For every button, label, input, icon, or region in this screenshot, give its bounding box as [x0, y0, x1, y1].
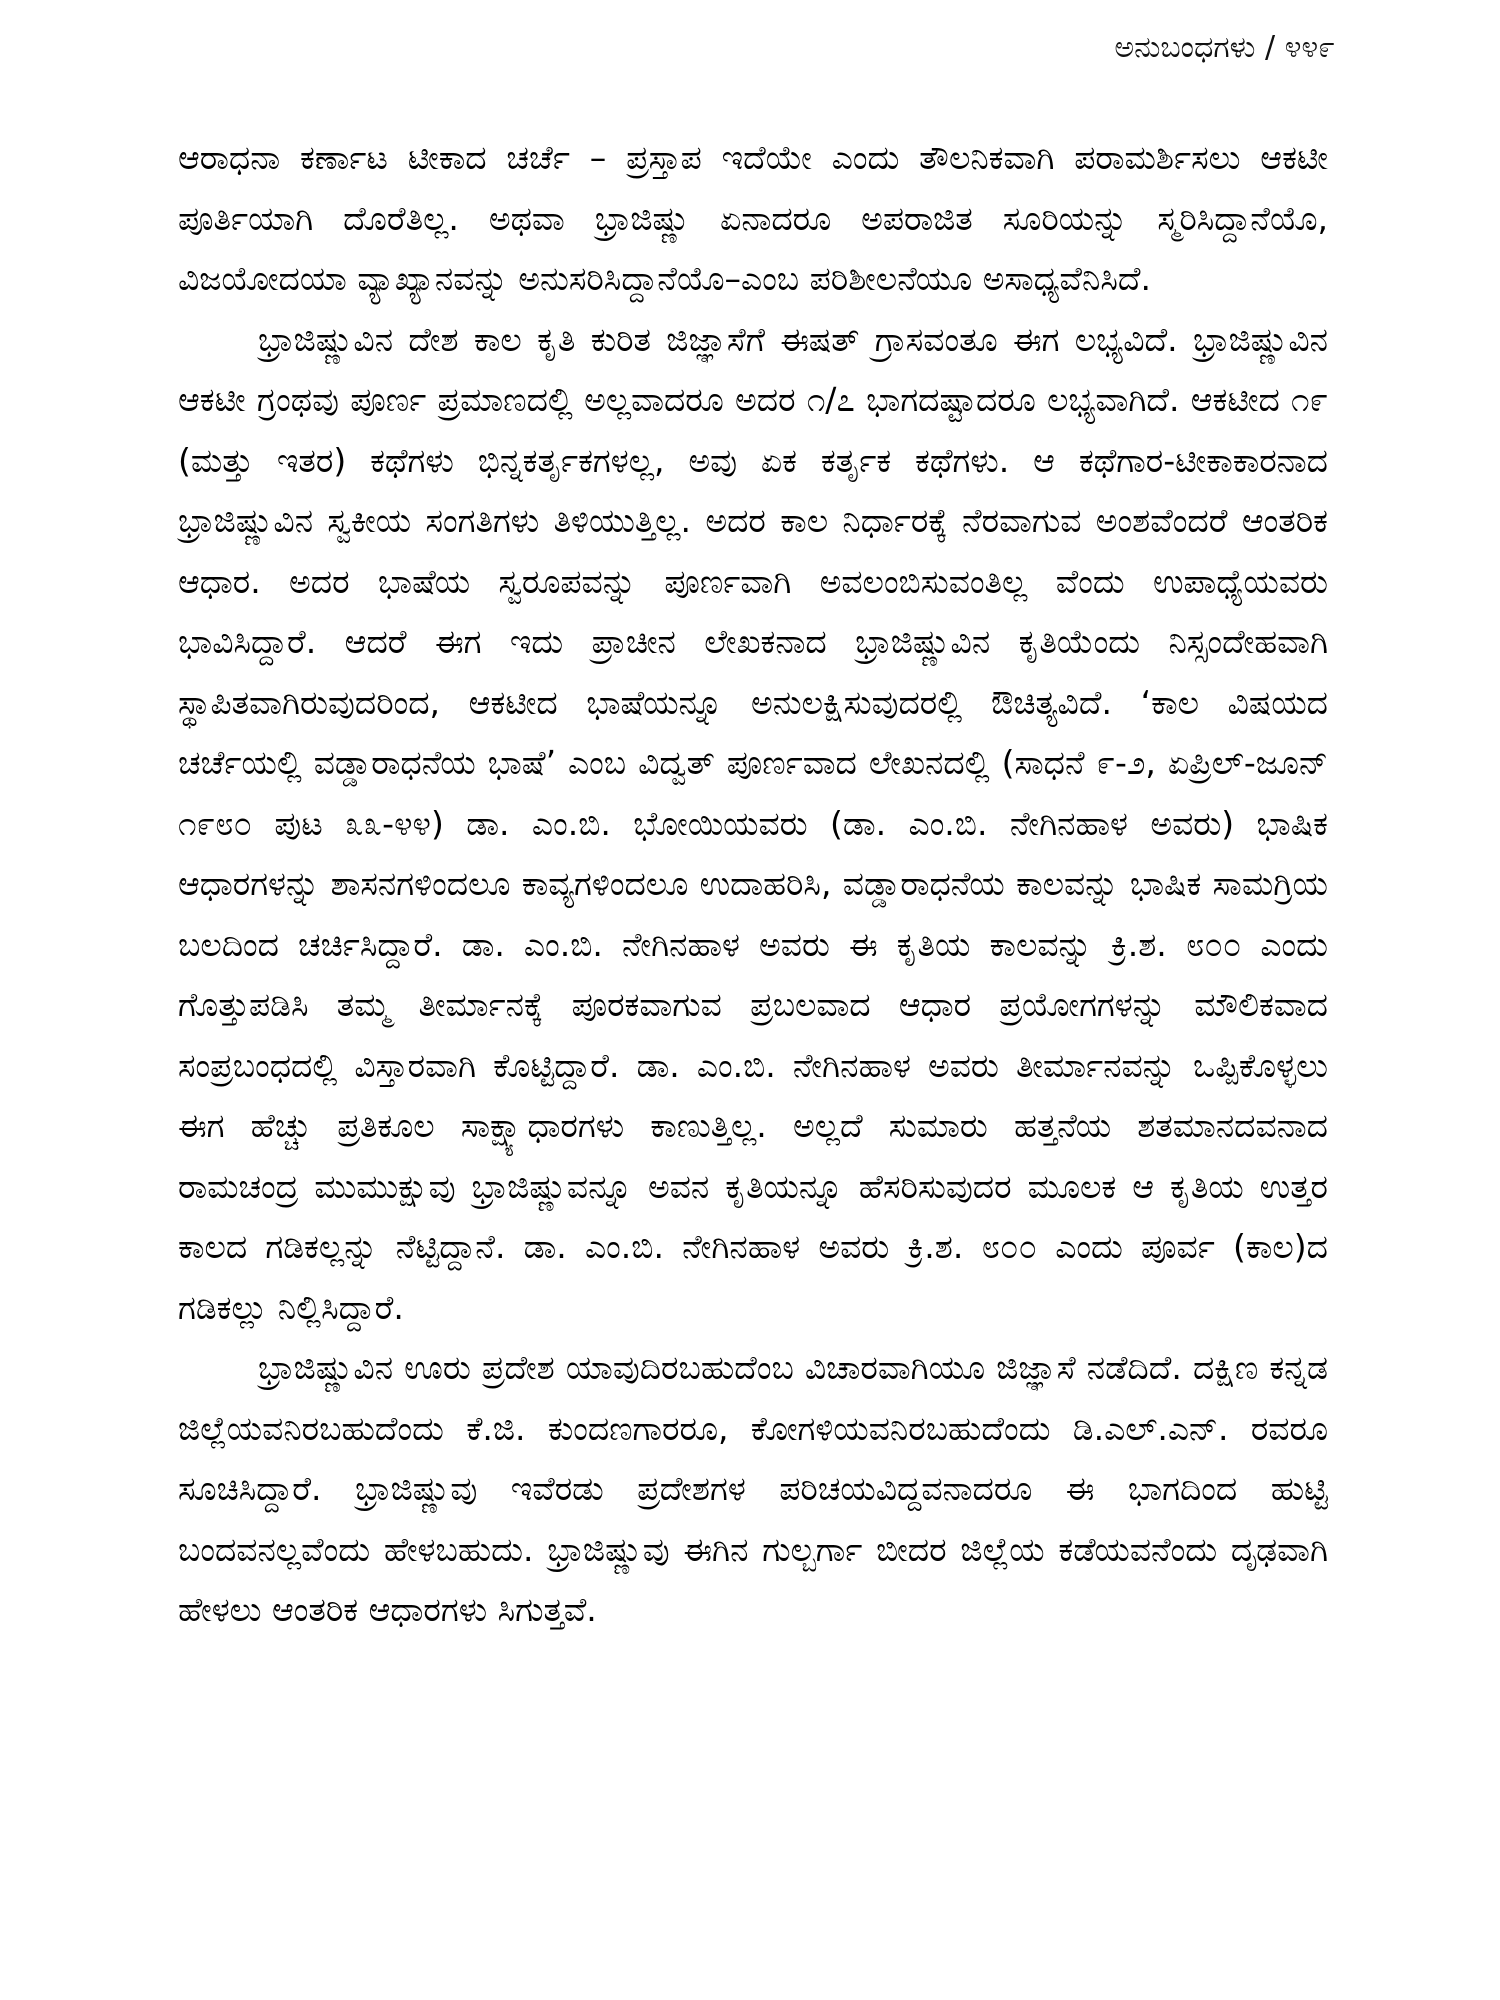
- paragraph-2: ಭ್ರಾಜಿಷ್ಣುವಿನ ದೇಶ ಕಾಲ ಕೃತಿ ಕುರಿತ ಜಿಜ್ಞಾಸೆಗೆ ಈಷತ್ ಗ್ರಾಸವಂತೂ ಈಗ ಲಭ್ಯವಿದೆ. ಭ್ರಾಜಿಷ್ಣುವಿನ ಆಕಟೀ ಗ್ರಂಥವು ಪೂರ್ಣ ಪ್ರಮಾಣದಲ್ಲಿ ಅಲ್ಲವಾದರೂ ಅದರ ೧/೭ ಭಾಗದಷ್ಟಾದರೂ ಲಭ್ಯವಾಗಿದೆ. ಆಕಟೀದ ೧೯ (ಮತ್ತು ಇತರ) ಕಥೆಗಳು ಭಿನ್ನಕರ್ತೃಕಗಳಲ್ಲ, ಅವು ಏಕ ಕರ್ತೃಕ ಕಥೆಗಳು. ಆ ಕಥೆಗಾರ-ಟೀಕಾಕಾರನಾದ ಭ್ರಾಜಿಷ್ಣುವಿನ ಸ್ವಕೀಯ ಸಂಗತಿಗಳು ತಿಳಿಯುತ್ತಿಲ್ಲ. ಅದರ ಕಾಲ ನಿರ್ಧಾರಕ್ಕೆ ನೆರವಾಗುವ ಅಂಶವೆಂದರೆ ಆಂತರಿಕ ಆಧಾರ. ಅದರ ಭಾಷೆಯ ಸ್ವರೂಪವನ್ನು ಪೂರ್ಣವಾಗಿ ಅವಲಂಬಿಸುವಂತಿಲ್ಲ ವೆಂದು ಉಪಾಧ್ಯೆಯವರು ಭಾವಿಸಿದ್ದಾರೆ. ಆದರೆ ಈಗ ಇದು ಪ್ರಾಚೀನ ಲೇಖಕನಾದ ಭ್ರಾಜಿಷ್ಣುವಿನ ಕೃತಿಯೆಂದು ನಿಸ್ಸಂದೇಹವಾಗಿ ಸ್ಥಾಪಿತವಾಗಿರುವುದರಿಂದ, ಆಕಟೀದ ಭಾಷೆಯನ್ನೂ ಅನುಲಕ್ಷಿಸುವುದರಲ್ಲಿ ಔಚಿತ್ಯವಿದೆ. ‘ಕಾಲ ವಿಷಯದ ಚರ್ಚೆಯಲ್ಲಿ ವಡ್ಡಾರಾಧನೆಯ ಭಾಷೆ’ ಎಂಬ ವಿದ್ವತ್ ಪೂರ್ಣವಾದ ಲೇಖನದಲ್ಲಿ (ಸಾಧನೆ ೯-೨, ಏಪ್ರಿಲ್-ಜೂನ್ ೧೯೮೦ ಪುಟ ೩೩-೪೪) ಡಾ. ಎಂ.ಬಿ. ಭೋಯಿಯವರು (ಡಾ. ಎಂ.ಬಿ. ನೇಗಿನಹಾಳ ಅವರು) ಭಾಷಿಕ ಆಧಾರಗಳನ್ನು ಶಾಸನಗಳಿಂದಲೂ ಕಾವ್ಯಗಳಿಂದಲೂ ಉದಾಹರಿಸಿ, ವಡ್ಡಾರಾಧನೆಯ ಕಾಲವನ್ನು ಭಾಷಿಕ ಸಾಮಗ್ರಿಯ ಬಲದಿಂದ ಚರ್ಚಿಸಿದ್ದಾರೆ. ಡಾ. ಎಂ.ಬಿ. ನೇಗಿನಹಾಳ ಅವರು ಈ ಕೃತಿಯ ಕಾಲವನ್ನು ಕ್ರಿ.ಶ. ೮೦೦ ಎಂದು ಗೊತ್ತುಪಡಿಸಿ ತಮ್ಮ ತೀರ್ಮಾನಕ್ಕೆ ಪೂರಕವಾಗುವ ಪ್ರಬಲವಾದ ಆಧಾರ ಪ್ರಯೋಗಗಳನ್ನು ಮೌಲಿಕವಾದ ಸಂಪ್ರಬಂಧದಲ್ಲಿ ವಿಸ್ತಾರವಾಗಿ ಕೊಟ್ಟಿದ್ದಾರೆ. ಡಾ. ಎಂ.ಬಿ. ನೇಗಿನಹಾಳ ಅವರು ತೀರ್ಮಾನವನ್ನು ಒಪ್ಪಿಕೊಳ್ಳಲು ಈಗ ಹೆಚ್ಚು ಪ್ರತಿಕೂಲ ಸಾಕ್ಷ್ಯಾಧಾರಗಳು ಕಾಣುತ್ತಿಲ್ಲ. ಅಲ್ಲದೆ ಸುಮಾರು ಹತ್ತನೆಯ ಶತಮಾನದವನಾದ ರಾಮಚಂದ್ರ ಮುಮುಕ್ಷುವು ಭ್ರಾಜಿಷ್ಣುವನ್ನೂ ಅವನ ಕೃತಿಯನ್ನೂ ಹೆಸರಿಸುವುದರ ಮೂಲಕ ಆ ಕೃತಿಯ ಉತ್ತರ ಕಾಲದ ಗಡಿಕಲ್ಲನ್ನು ನೆಟ್ಟಿದ್ದಾನೆ. ಡಾ. ಎಂ.ಬಿ. ನೇಗಿನಹಾಳ ಅವರು ಕ್ರಿ.ಶ. ೮೦೦ ಎಂದು ಪೂರ್ವ (ಕಾಲ)ದ ಗಡಿಕಲ್ಲು ನಿಲ್ಲಿಸಿದ್ದಾರೆ.: [178, 319, 1328, 1327]
- paragraph-1: ಆರಾಧನಾ ಕರ್ಣಾಟ ಟೀಕಾದ ಚರ್ಚೆ – ಪ್ರಸ್ತಾಪ ಇದೆಯೇ ಎಂದು ತೌಲನಿಕವಾಗಿ ಪರಾಮರ್ಶಿಸಲು ಆಕಟೀ ಪೂರ್ತಿಯಾಗಿ ದೊರೆತಿಲ್ಲ. ಅಥವಾ ಭ್ರಾಜಿಷ್ಣು ಏನಾದರೂ ಅಪರಾಜಿತ ಸೂರಿಯನ್ನು ಸ್ಮರಿಸಿದ್ದಾನೆಯೊ, ವಿಜಯೋದಯಾ ವ್ಯಾಖ್ಯಾನವನ್ನು ಅನುಸರಿಸಿದ್ದಾನೆಯೊ–ಎಂಬ ಪರಿಶೀಲನೆಯೂ ಅಸಾಧ್ಯವೆನಿಸಿದೆ.: [178, 138, 1328, 298]
- paragraph-3: ಭ್ರಾಜಿಷ್ಣುವಿನ ಊರು ಪ್ರದೇಶ ಯಾವುದಿರಬಹುದೆಂಬ ವಿಚಾರವಾಗಿಯೂ ಜಿಜ್ಞಾಸೆ ನಡೆದಿದೆ. ದಕ್ಷಿಣ ಕನ್ನಡ ಜಿಲ್ಲೆಯವನಿರಬಹುದೆಂದು ಕೆ.ಜಿ. ಕುಂದಣಗಾರರೂ, ಕೋಗಳಿಯವನಿರಬಹುದೆಂದು ಡಿ.ಎಲ್.ಎನ್. ರವರೂ ಸೂಚಿಸಿದ್ದಾರೆ. ಭ್ರಾಜಿಷ್ಣುವು ಇವೆರಡು ಪ್ರದೇಶಗಳ ಪರಿಚಯವಿದ್ದವನಾದರೂ ಈ ಭಾಗದಿಂದ ಹುಟ್ಟಿ ಬಂದವನಲ್ಲವೆಂದು ಹೇಳಬಹುದು. ಭ್ರಾಜಿಷ್ಣುವು ಈಗಿನ ಗುಲ್ಬರ್ಗಾ ಬೀದರ ಜಿಲ್ಲೆಯ ಕಡೆಯವನೆಂದು ದೃಢವಾಗಿ ಹೇಳಲು ಆಂತರಿಕ ಆಧಾರಗಳು ಸಿಗುತ್ತವೆ.: [178, 1348, 1328, 1629]
- running-head: ಅನುಬಂಧಗಳು / ೪೪೯: [1114, 30, 1335, 65]
- body-text: [178, 128, 1328, 1641]
